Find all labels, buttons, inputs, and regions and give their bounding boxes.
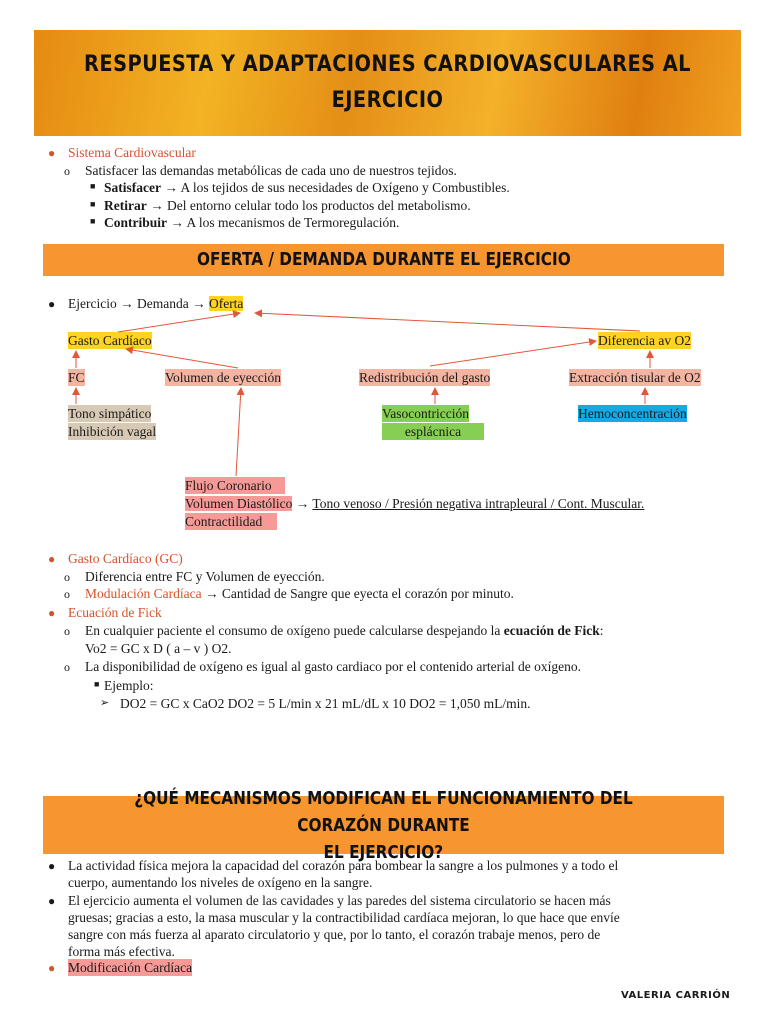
bullet-circle: o bbox=[64, 570, 70, 584]
mechanism-2-line-3: sangre con más fuerza al aparato circulatorio y que, por lo tanto, el corazón trabaje menos, pero de bbox=[68, 927, 601, 942]
mechanism-2-line-4: forma más efectiva. bbox=[68, 944, 175, 959]
volumen-diastolico-factors: Tono venoso / Presión negativa intrapleural / Cont. Muscular. bbox=[312, 496, 645, 511]
sistema-cardiovascular-item: Sistema Cardiovascular bbox=[68, 145, 196, 160]
mechanism-1-line-1: La actividad física mejora la capacidad del corazón para bombear la sangre a los pulmones y a todo el bbox=[68, 858, 619, 873]
intro-point-2: Retirar → Del entorno celular todo los productos del metabolismo. bbox=[104, 198, 471, 213]
fick-example-label: Ejemplo: bbox=[104, 678, 154, 693]
arrow-ve-to-gc bbox=[126, 349, 238, 368]
modificacion-cardiaca-item: Modificación Cardíaca bbox=[68, 960, 193, 975]
arrow-redist-to-dif bbox=[430, 341, 596, 366]
arrow-dif-to-oferta bbox=[255, 313, 640, 331]
bullet-dot: ● bbox=[48, 961, 56, 975]
mechanism-2-line-2: gruesas; gracias a esto, la masa muscular y la contractibilidad cardíaca mejoran, lo que hace que envíe bbox=[68, 910, 620, 925]
bullet-square: ■ bbox=[94, 679, 100, 689]
volumen-eyeccion-node: Volumen de eyección bbox=[165, 370, 281, 385]
bullet-dot: ● bbox=[48, 894, 56, 908]
tono-simpatico-node: Tono simpático bbox=[68, 406, 152, 421]
bullet-square: ■ bbox=[90, 216, 96, 226]
ecuacion-fick-item: Ecuación de Fick bbox=[68, 605, 162, 620]
esplacnica-node: esplácnica bbox=[382, 423, 484, 440]
mechanism-2-line-1: El ejercicio aumenta el volumen de las cavidades y las paredes del sistema circulatorio se hacen más bbox=[68, 893, 611, 908]
extraccion-node: Extracción tisular de O2 bbox=[569, 370, 701, 385]
gasto-cardiaco-node: Gasto Cardíaco bbox=[68, 333, 152, 348]
intro-point-3: Contribuir → A los mecanismos de Termoregulación. bbox=[104, 215, 400, 230]
inhibicion-vagal-node: Inhibición vagal bbox=[68, 424, 157, 439]
bullet-square: ■ bbox=[90, 199, 96, 209]
section-heading-line-2: EL EJERCICIO? bbox=[323, 841, 444, 863]
contractilidad-node: Contractilidad bbox=[185, 513, 277, 530]
hemoconcentracion-node: Hemoconcentración bbox=[578, 406, 687, 421]
bullet-dot: ● bbox=[48, 859, 56, 873]
bullet-dot: ● bbox=[48, 297, 56, 311]
section-mecanismos bbox=[43, 787, 724, 863]
page-title: RESPUESTA Y ADAPTACIONES CARDIOVASCULARES AL EJERCICIO bbox=[84, 52, 691, 113]
bullet-dot: ● bbox=[48, 552, 56, 566]
gasto-cardiaco-item: Gasto Cardíaco (GC) bbox=[68, 551, 183, 566]
fick-sub-2: La disponibilidad de oxígeno es igual al gasto cardiaco por el contenido arterial de oxígeno. bbox=[85, 659, 581, 674]
fc-node: FC bbox=[68, 370, 85, 385]
bullet-square: ■ bbox=[90, 181, 96, 191]
section-heading-line-1: ¿QUÉ MECANISMOS MODIFICAN EL FUNCIONAMIENTO DEL CORAZÓN DURANTE bbox=[134, 787, 633, 836]
bullet-dot: ● bbox=[48, 146, 56, 160]
bullet-circle: o bbox=[64, 624, 70, 638]
vasocontriccion-node: Vasocontricción bbox=[382, 406, 469, 421]
gasto-sub-2: Modulación Cardíaca → Cantidad de Sangre que eyecta el corazón por minuto. bbox=[85, 586, 514, 601]
oferta-node: Oferta bbox=[208, 296, 244, 311]
volumen-diastolico-node: Volumen Diastólico bbox=[185, 496, 293, 511]
bullet-circle: o bbox=[64, 660, 70, 674]
fick-formula: Vo2 = GC x D ( a – v ) O2. bbox=[85, 641, 232, 656]
section-heading: OFERTA / DEMANDA DURANTE EL EJERCICIO bbox=[196, 249, 571, 270]
fick-example: DO2 = GC x CaO2 DO2 = 5 L/min x 21 mL/dL x 10 DO2 = 1,050 mL/min. bbox=[120, 696, 531, 711]
arrow-flujo-to-ve bbox=[236, 388, 241, 476]
intro-point-1: Satisfacer → A los tejidos de sus necesidades de Oxígeno y Combustibles. bbox=[104, 180, 510, 195]
bullet-circle: o bbox=[64, 164, 70, 178]
redistribucion-node: Redistribución del gasto bbox=[359, 370, 491, 385]
fick-sub-1: En cualquier paciente el consumo de oxígeno puede calcularse despejando la ecuación de Fick: bbox=[85, 623, 604, 638]
diagram-top-line: Ejercicio → Demanda → Oferta bbox=[68, 296, 244, 311]
diferencia-av-node: Diferencia av O2 bbox=[598, 333, 691, 348]
bullet-dot: ● bbox=[48, 606, 56, 620]
arrowhead-bullet-icon: ➢ bbox=[100, 697, 110, 709]
flujo-coronario-node: Flujo Coronario bbox=[185, 477, 285, 494]
gasto-sub-1: Diferencia entre FC y Volumen de eyección. bbox=[85, 569, 325, 584]
mechanism-1-line-2: cuerpo, aumentando los niveles de oxígeno en la sangre. bbox=[68, 875, 373, 890]
arrow-gc-to-oferta bbox=[118, 313, 240, 332]
intro-sub: Satisfacer las demandas metabólicas de cada uno de nuestros tejidos. bbox=[85, 163, 457, 178]
bullet-circle: o bbox=[64, 587, 70, 601]
volumen-diastolico-line: Volumen Diastólico → Tono venoso / Presión negativa intrapleural / Cont. Muscular. bbox=[185, 496, 645, 511]
author-signature: VALERIA CARRIÓN bbox=[621, 990, 731, 1001]
